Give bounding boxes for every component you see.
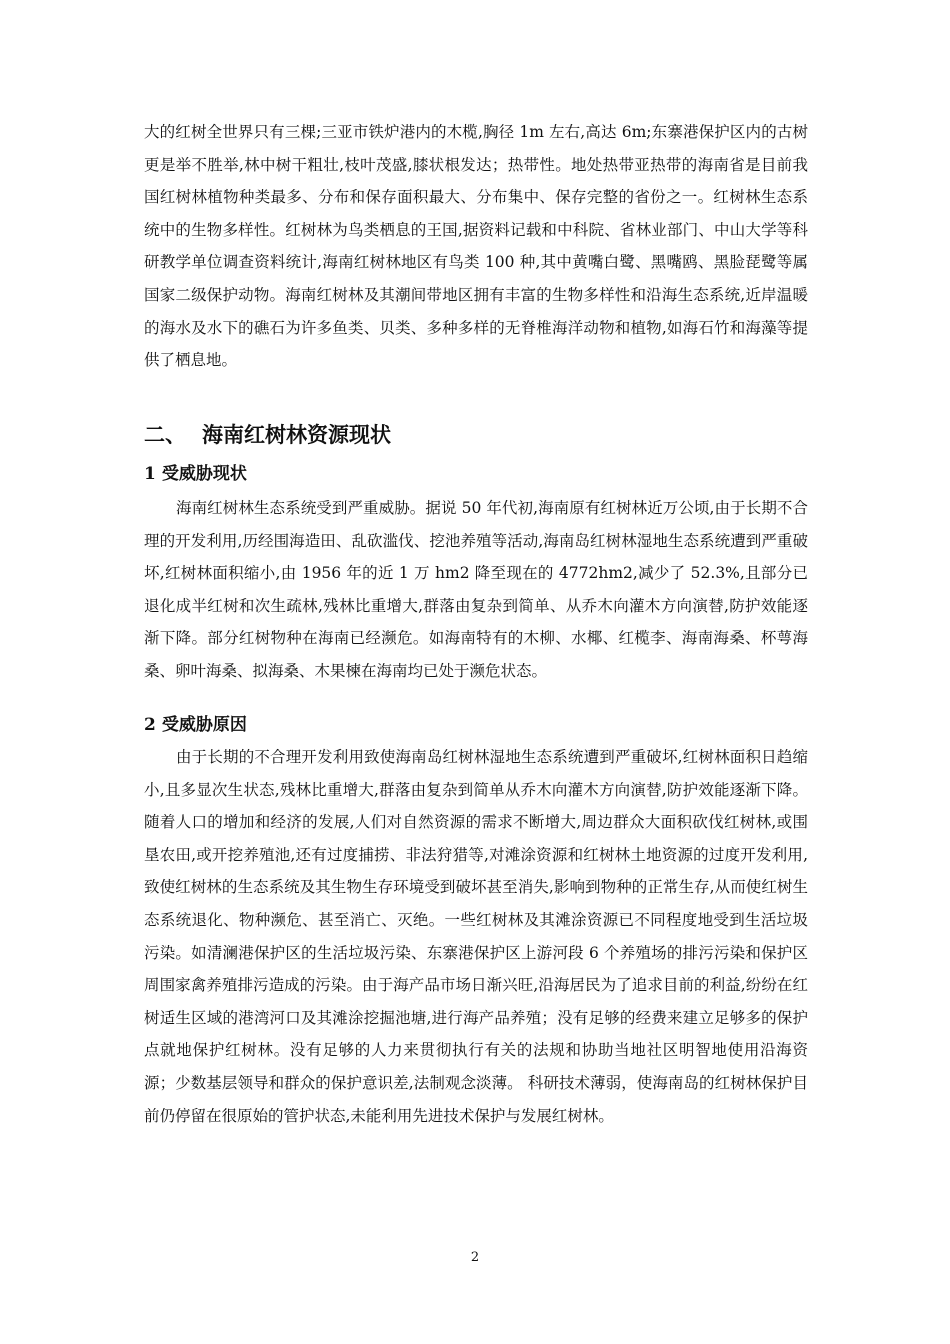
subsection-heading-1	[144, 460, 247, 488]
subsection-title-1: 受威胁现状	[161, 464, 247, 484]
section-heading	[144, 418, 391, 452]
subsection-heading-2	[144, 711, 247, 739]
paragraph-threat-cause: 由于长期的不合理开发利用致使海南岛红树林湿地生态系统遭到严重破坏,红树林面积日趋缩小,且多显次生状态,残林比重增大,群落由复杂到简单从乔木向灌木方向演替,防护效能逐渐下降。随着人口的增加和经济的发展,人们对自然资源的需求不断增大,周边群众大面积砍伐红树林,或围垦农田,或开挖养殖池,还有过度捕捞、非法狩猎等,对滩涂资源和红树林土地资源的过度开发利用,致使红树林的生态系统及其生物生存环境受到破坏甚至消失,影响到物种的正常生存,从而使红树生态系统退化、物种濒危、甚至消亡、灭绝。一些红树林及其滩涂资源已不同程度地受到生活垃圾污染。如清澜港保护区的生活垃圾污染、东寨港保护区上游河段 6 个养殖场的排污污染和保护区周围家禽养殖排污造成的污染。由于海产品市场日渐兴旺,沿海居民为了追求目前的利益,纷纷在红树适生区域的港湾河口及其滩涂挖掘池塘,进行海产品养殖；没有足够的经费来建立足够多的保护点就地保护红树林。没有足够的人力来贯彻执行有关的法规和协助当地社区明智地使用沿海资源；少数基层领导和群众的保护意识差,法制观念淡薄。 科研技术薄弱，使海南岛的红树林保护目前仍停留在很原始的管护状态,未能利用先进技术保护与发展红树林。	[144, 748, 808, 1125]
subsection-title-2: 受威胁原因	[161, 715, 247, 735]
paragraph-threat-status: 海南红树林生态系统受到严重威胁。据说 50 年代初,海南原有红树林近万公顷,由于长期不合理的开发利用,历经围海造田、乱砍滥伐、挖池养殖等活动,海南岛红树林湿地生态系统遭到严重破坏,红树林面积缩小,由 1956 年的近 1 万 hm2 降至现在的 4772hm2,减少了 52.3%,且部分已退化成半红树和次生疏林,残林比重增大,群落由复杂到简单、从乔木向灌木方向演替,防护效能逐渐下降。部分红树物种在海南已经濒危。如海南特有的木柳、水椰、红榄李、海南海桑、杯萼海桑、卵叶海桑、拟海桑、木果楝在海南均已处于濒危状态。	[144, 499, 808, 680]
paragraph-intro: 大的红树全世界只有三棵;三亚市铁炉港内的木榄,胸径 1m 左右,高达 6m;东寨港保护区内的古树更是举不胜举,林中树干粗壮,枝叶茂盛,膝状根发达；热带性。地处热带亚热带的海南省是目前我国红树林植物种类最多、分布和保存面积最大、分布集中、保存完整的省份之一。红树林生态系统中的生物多样性。红树林为鸟类栖息的王国,据资料记载和中科院、省林业部门、中山大学等科研教学单位调查资料统计,海南红树林地区有鸟类 100 种,其中黄嘴白鹭、黑嘴鸥、黑脸琵鹭等属国家二级保护动物。海南红树林及其潮间带地区拥有丰富的生物多样性和沿海生态系统,近岸温暖的海水及水下的礁石为许多鱼类、贝类、多种多样的无脊椎海洋动物和植物,如海石竹和海藻等提供了栖息地。	[144, 123, 808, 370]
section-title: 海南红树林资源现状	[202, 422, 391, 447]
subsection-number-1: 1	[144, 464, 156, 484]
subsection-number-2: 2	[144, 715, 156, 735]
section-number: 二、	[144, 422, 186, 447]
page-number: 2	[470, 1250, 480, 1265]
